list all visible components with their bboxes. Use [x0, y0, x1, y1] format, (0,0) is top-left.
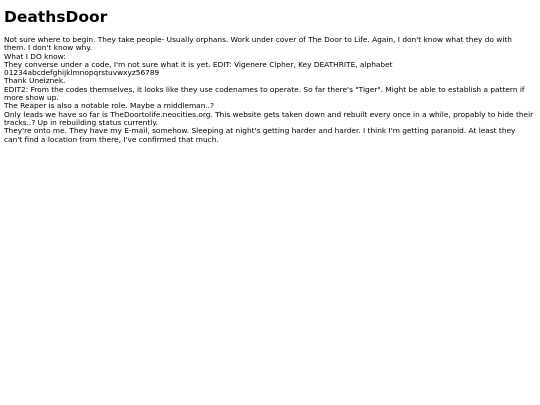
journal-text: [4, 36, 534, 144]
journal-line-intro: Not sure where to begin. They take people- Usually orphans. Work under cover of The Door to Life. Again, I don't know what they do with them. I don't know why.: [4, 35, 512, 53]
journal-line-thanks: Thank Uneiznek.: [4, 76, 66, 86]
journal-line-what-i-know: What I DO know:: [4, 51, 66, 61]
journal-line-leads: Only leads we have so far is TheDoortolife.neocities.org. This website gets taken down and rebuilt every once in a while, propably to hide their tracks..? Up in rebuilding status currently.: [4, 109, 534, 127]
journal-line-code: They converse under a code, I'm not sure what it is yet. EDIT: Vigenere Cipher, Key DEATHRITE, alphabet 01234abcdefghijklmnopqrstuvwxyz56789: [4, 59, 393, 78]
journal-line-onto-me: They're onto me. They have my E-mail, somehow. Sleeping at night's getting harder and harder. I think I'm getting paranoid. At least they can't find a location from there, I've confirmed that much.: [4, 126, 516, 144]
page-title: DeathsDoor: [4, 8, 108, 26]
journal-line-reaper: The Reaper is also a notable role. Maybe a middleman..?: [4, 101, 215, 111]
journal-line-edit2: EDIT2: From the codes themselves, it looks like they use codenames to operate. So far there's "Tiger". Might be able to establish a pattern if more show up.: [4, 84, 525, 103]
page-body: [4, 7, 534, 144]
